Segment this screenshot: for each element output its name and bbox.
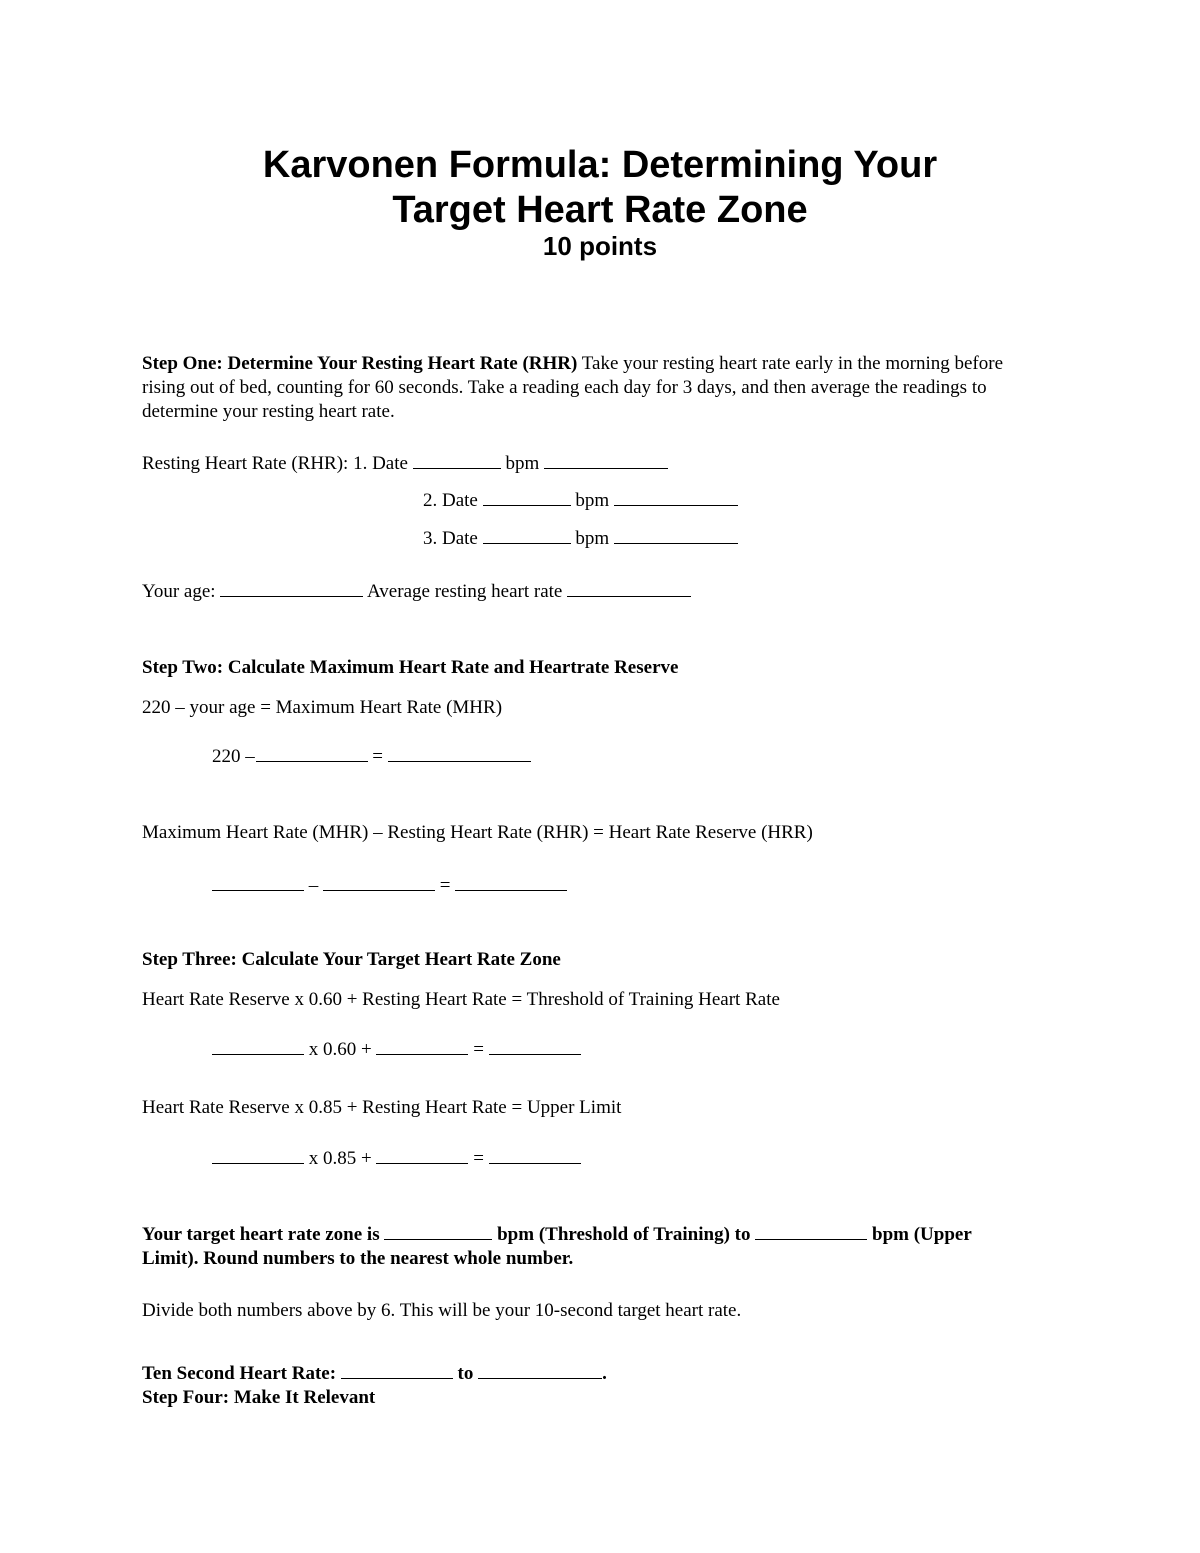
- hrr-minus: –: [308, 875, 319, 896]
- zone-part-3: bpm (Upper: [872, 1224, 972, 1245]
- zone-part-1: Your target heart rate zone is: [142, 1224, 380, 1245]
- mhr-calc-prefix: 220 –: [212, 746, 255, 767]
- rhr-label: Resting Heart Rate (RHR):: [142, 453, 349, 474]
- rhr-row-2: [423, 489, 738, 513]
- upper-hrr-blank[interactable]: [212, 1147, 304, 1164]
- age-subtract-blank[interactable]: [256, 745, 368, 762]
- threshold-multiplier: x 0.60 +: [308, 1039, 372, 1060]
- divide-instruction: Divide both numbers above by 6. This will be your 10-second target heart rate.: [142, 1300, 742, 1321]
- step-three-heading-row: [142, 948, 561, 972]
- step-one-heading: Step One: Determine Your Resting Heart Rate (RHR): [142, 353, 578, 374]
- ten-second-label: Ten Second Heart Rate:: [142, 1363, 337, 1384]
- date-1-blank[interactable]: [413, 452, 501, 469]
- threshold-result-blank[interactable]: [489, 1038, 581, 1055]
- threshold-rhr-blank[interactable]: [376, 1038, 468, 1055]
- mhr-equals: =: [372, 746, 383, 767]
- zone-upper-blank[interactable]: [755, 1223, 867, 1240]
- age-row: [142, 580, 691, 604]
- bpm-1-blank[interactable]: [544, 452, 668, 469]
- threshold-formula: Heart Rate Reserve x 0.60 + Resting Heart Rate = Threshold of Training Heart Rate: [142, 989, 780, 1010]
- step-three-heading: Step Three: Calculate Your Target Heart Rate Zone: [142, 949, 561, 970]
- rhr-row-1: [142, 452, 668, 476]
- zone-line-2: Limit). Round numbers to the nearest whole number.: [142, 1248, 574, 1269]
- avg-rhr-label: Average resting heart rate: [367, 581, 563, 602]
- date-3-blank[interactable]: [483, 527, 571, 544]
- upper-limit-formula: Heart Rate Reserve x 0.85 + Resting Heart Rate = Upper Limit: [142, 1097, 622, 1118]
- mhr-calc-row: [212, 745, 531, 769]
- step-two-heading: Step Two: Calculate Maximum Heart Rate and Heartrate Reserve: [142, 657, 679, 678]
- zone-sentence-line-1: [142, 1223, 972, 1247]
- title-line-1: Karvonen Formula: Determining Your: [262, 144, 938, 186]
- ten-second-to: to: [457, 1363, 474, 1384]
- rhr-input-blank[interactable]: [323, 874, 435, 891]
- bpm-3-blank[interactable]: [614, 527, 738, 544]
- date-1-label: 1. Date: [353, 453, 408, 474]
- zone-part-2: bpm (Threshold of Training) to: [497, 1224, 751, 1245]
- hrr-equals: =: [439, 875, 451, 896]
- date-3-label: 3. Date: [423, 528, 478, 549]
- rhr-row-3: [423, 527, 738, 551]
- upper-calc-row: [212, 1147, 581, 1171]
- bpm-3-label: bpm: [575, 528, 610, 549]
- title-line-2: Target Heart Rate Zone: [392, 189, 808, 231]
- avg-rhr-blank[interactable]: [567, 580, 691, 597]
- upper-multiplier: x 0.85 +: [308, 1148, 372, 1169]
- ten-second-high-blank[interactable]: [478, 1362, 602, 1379]
- zone-sentence-line-2: [142, 1247, 573, 1271]
- hrr-formula: Maximum Heart Rate (MHR) – Resting Heart Rate (RHR) = Heart Rate Reserve (HRR): [142, 822, 813, 843]
- date-2-label: 2. Date: [423, 490, 478, 511]
- points-label: 10 points: [542, 231, 658, 261]
- threshold-equals: =: [473, 1039, 484, 1060]
- ten-second-period: .: [602, 1363, 607, 1384]
- upper-equals: =: [473, 1148, 484, 1169]
- mhr-formula: 220 – your age = Maximum Heart Rate (MHR): [142, 697, 503, 718]
- step-four-heading: Step Four: Make It Relevant: [142, 1387, 376, 1408]
- threshold-hrr-blank[interactable]: [212, 1038, 304, 1055]
- bpm-1-label: bpm: [505, 453, 540, 474]
- zone-threshold-blank[interactable]: [384, 1223, 492, 1240]
- step-one-paragraph: [142, 352, 1032, 424]
- age-label: Your age:: [142, 581, 216, 602]
- bpm-2-blank[interactable]: [614, 489, 738, 506]
- ten-second-row: [142, 1362, 607, 1386]
- step-four-heading-row: [142, 1386, 375, 1410]
- hrr-calc-row: [212, 874, 567, 898]
- upper-rhr-blank[interactable]: [376, 1147, 468, 1164]
- date-2-blank[interactable]: [483, 489, 571, 506]
- upper-result-blank[interactable]: [489, 1147, 581, 1164]
- step-one-instructions: Take your resting heart rate early in the morning before rising out of bed, counting for 60 seconds. Take a reading each day for 3 days, and then average the readings to determine your resting heart rate.: [142, 353, 1003, 422]
- step-two-heading-row: [142, 656, 678, 680]
- hrr-result-blank[interactable]: [455, 874, 567, 891]
- mhr-input-blank[interactable]: [212, 874, 304, 891]
- mhr-result-blank[interactable]: [388, 745, 531, 762]
- ten-second-low-blank[interactable]: [341, 1362, 453, 1379]
- bpm-2-label: bpm: [575, 490, 610, 511]
- threshold-calc-row: [212, 1038, 581, 1062]
- age-blank[interactable]: [220, 580, 363, 597]
